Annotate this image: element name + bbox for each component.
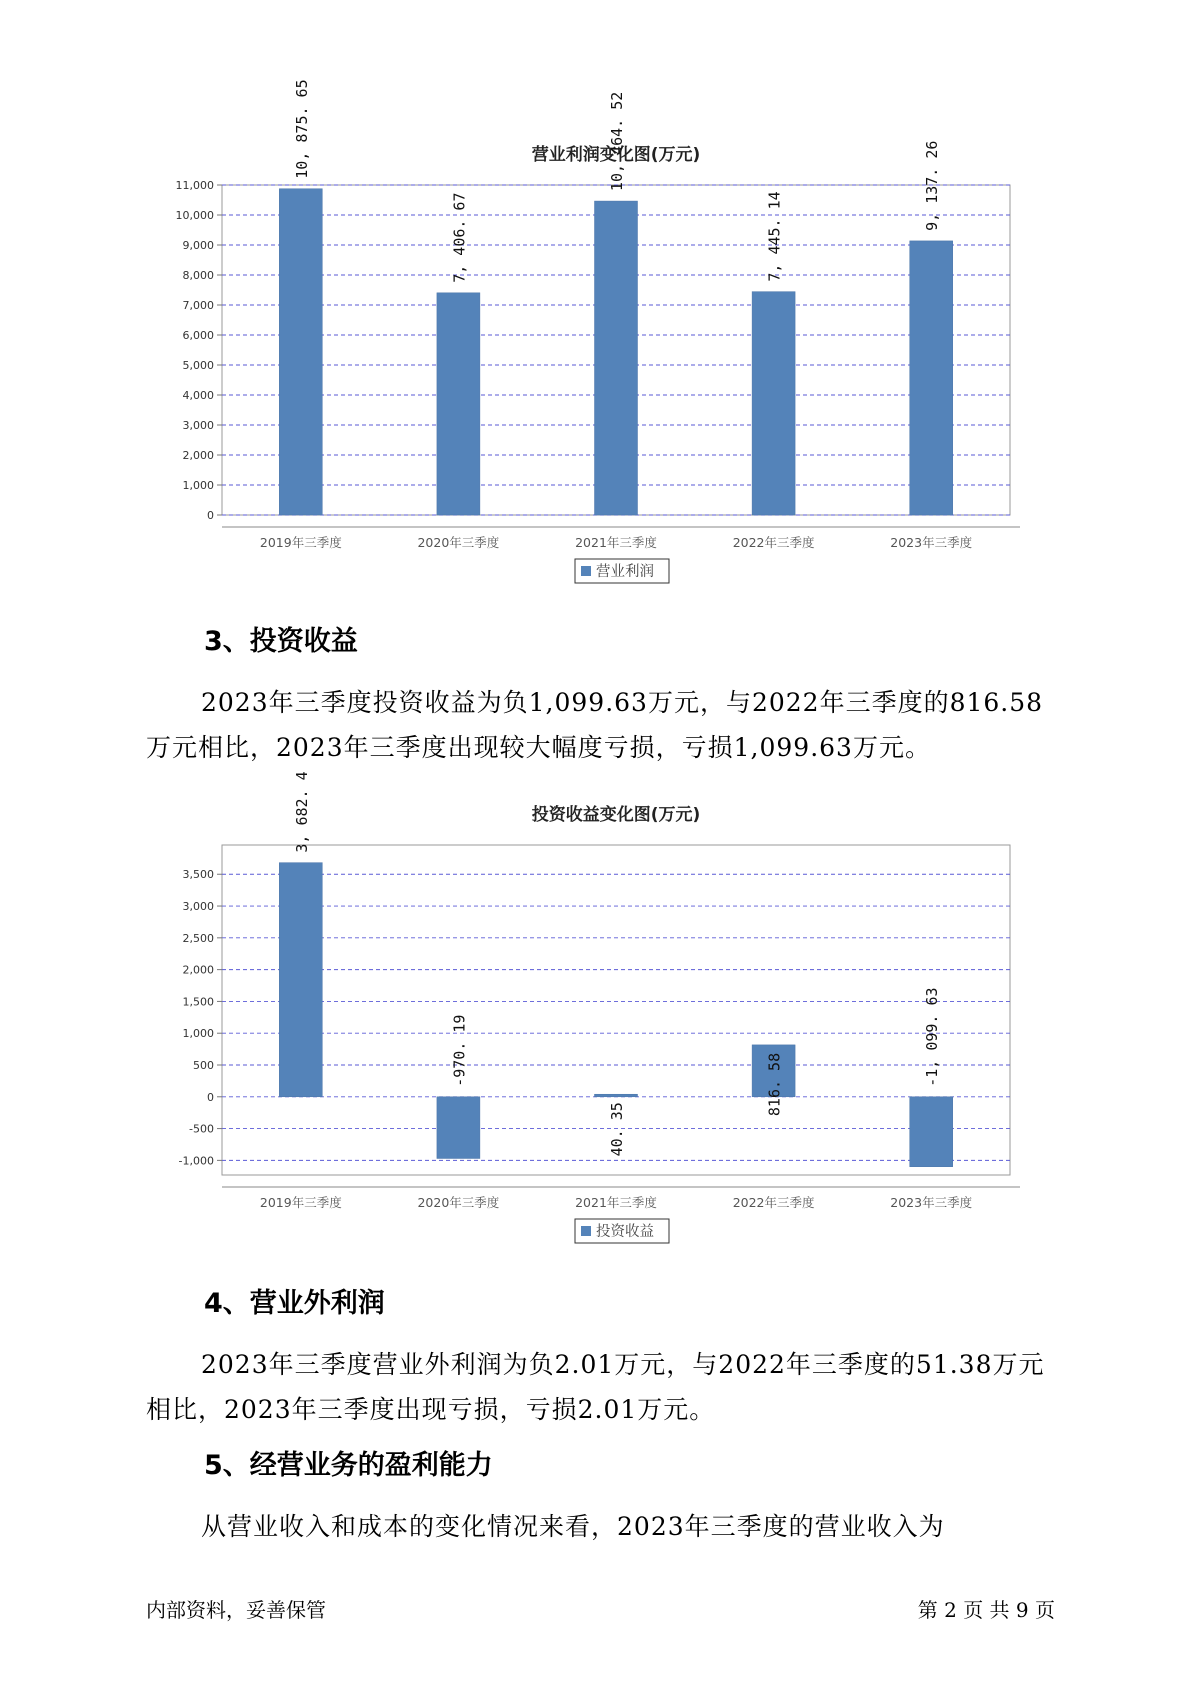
investment-income-chart	[0, 771, 1191, 1260]
investment-income-y-tick-label: 1,500	[182, 995, 214, 1009]
operating-profit-legend-label: 营业利润	[596, 564, 654, 580]
paragraph-non-operating-profit	[146, 1342, 1056, 1432]
investment-income-legend	[575, 1219, 669, 1243]
operating-profit-bar	[595, 201, 638, 515]
operating-profit-category-label: 2023年三季度	[890, 535, 973, 550]
operating-profit-y-tick-label: 1,000	[182, 479, 214, 492]
operating-profit-y-tick-label: 5,000	[182, 359, 214, 372]
investment-income-category-label: 2019年三季度	[259, 1195, 342, 1210]
operating-profit-y-tick-label: 8,000	[182, 269, 214, 282]
investment-income-data-label: 40. 35	[608, 1102, 626, 1157]
operating-profit-legend	[575, 559, 669, 583]
operating-profit-data-label: 10, 464. 52	[608, 91, 626, 192]
investment-income-category-label: 2021年三季度	[575, 1195, 657, 1210]
investment-income-y-tick-label: 2,500	[182, 931, 214, 945]
investment-income-data-label: -1, 099. 63	[923, 987, 942, 1087]
paragraph-line: 万元相比，2023年三季度出现较大幅度亏损，亏损1,099.63万元。	[146, 733, 931, 762]
paragraph-profitability	[146, 1504, 1056, 1549]
operating-profit-chart-svg	[0, 79, 1191, 600]
investment-income-data-label: 3, 682. 4	[292, 771, 311, 853]
operating-profit-data-label: 9, 137. 26	[923, 140, 942, 231]
investment-income-y-tick-label: 2,000	[182, 963, 214, 977]
investment-income-bar	[437, 1097, 480, 1159]
operating-profit-y-tick-label: 9,000	[182, 239, 214, 252]
investment-income-data-label: -970. 19	[450, 1014, 469, 1087]
operating-profit-category-label: 2022年三季度	[732, 535, 815, 550]
operating-profit-legend-swatch	[581, 566, 591, 576]
operating-profit-chart	[0, 79, 1191, 600]
section-heading-profitability: 5、经营业务的盈利能力	[204, 1450, 493, 1481]
section-heading-non-operating-profit: 4、营业外利润	[204, 1288, 385, 1319]
paragraph-line: 2023年三季度营业外利润为负2.01万元，与2022年三季度的51.38万元	[201, 1350, 1045, 1379]
investment-income-y-tick-label: -1,000	[178, 1154, 214, 1168]
paragraph-line: 2023年三季度投资收益为负1,099.63万元，与2022年三季度的816.58	[201, 688, 1044, 717]
investment-income-chart-svg	[0, 771, 1191, 1260]
operating-profit-category-label: 2020年三季度	[417, 535, 500, 550]
investment-income-legend-label: 投资收益	[596, 1224, 654, 1240]
operating-profit-category-label: 2019年三季度	[259, 535, 342, 550]
investment-income-y-tick-label: 500	[193, 1059, 214, 1072]
investment-income-y-tick-label: 1,000	[182, 1027, 214, 1041]
operating-profit-y-tick-label: 3,000	[182, 419, 214, 432]
investment-income-y-tick-label: 3,000	[182, 900, 214, 914]
paragraph-line: 从营业收入和成本的变化情况来看，2023年三季度的营业收入为	[201, 1512, 945, 1541]
investment-income-data-label: 816. 58	[765, 1052, 784, 1117]
footer-confidential-note: 内部资料，妥善保管	[146, 1598, 326, 1622]
paragraph-line: 相比，2023年三季度出现亏损，亏损2.01万元。	[146, 1395, 716, 1424]
operating-profit-y-tick-label: 10,000	[175, 209, 214, 222]
operating-profit-data-label: 10, 875. 65	[292, 79, 311, 179]
investment-income-legend-swatch	[581, 1226, 591, 1236]
investment-income-category-label: 2023年三季度	[890, 1195, 973, 1210]
operating-profit-bar	[752, 292, 795, 515]
paragraph-investment-income	[146, 680, 1056, 770]
investment-income-y-tick-label: 3,500	[182, 868, 214, 882]
investment-income-category-label: 2022年三季度	[732, 1195, 815, 1210]
operating-profit-title: 营业利润变化图(万元)	[531, 145, 701, 165]
investment-income-bar	[910, 1097, 953, 1167]
operating-profit-y-tick-label: 0	[207, 509, 214, 522]
footer-page-number: 第 2 页 共 9 页	[917, 1598, 1055, 1622]
operating-profit-bar	[437, 293, 480, 515]
operating-profit-bar	[910, 241, 953, 515]
operating-profit-data-label: 7, 406. 67	[450, 192, 469, 283]
operating-profit-y-tick-label: 4,000	[182, 389, 214, 402]
operating-profit-data-label: 7, 445. 14	[765, 191, 784, 282]
investment-income-y-tick-label: 0	[207, 1090, 214, 1104]
investment-income-category-label: 2020年三季度	[417, 1195, 500, 1210]
investment-income-y-tick-label: -500	[189, 1122, 214, 1136]
investment-income-bar	[595, 1094, 638, 1097]
operating-profit-y-tick-label: 7,000	[182, 299, 214, 312]
operating-profit-category-label: 2021年三季度	[575, 535, 657, 550]
operating-profit-y-tick-label: 2,000	[182, 449, 214, 462]
investment-income-bar	[279, 863, 322, 1097]
operating-profit-y-tick-label: 6,000	[182, 329, 214, 342]
investment-income-title: 投资收益变化图(万元)	[531, 805, 701, 825]
operating-profit-y-tick-label: 11,000	[175, 179, 214, 192]
operating-profit-bar	[279, 189, 322, 515]
section-heading-investment-income: 3、投资收益	[204, 626, 358, 657]
